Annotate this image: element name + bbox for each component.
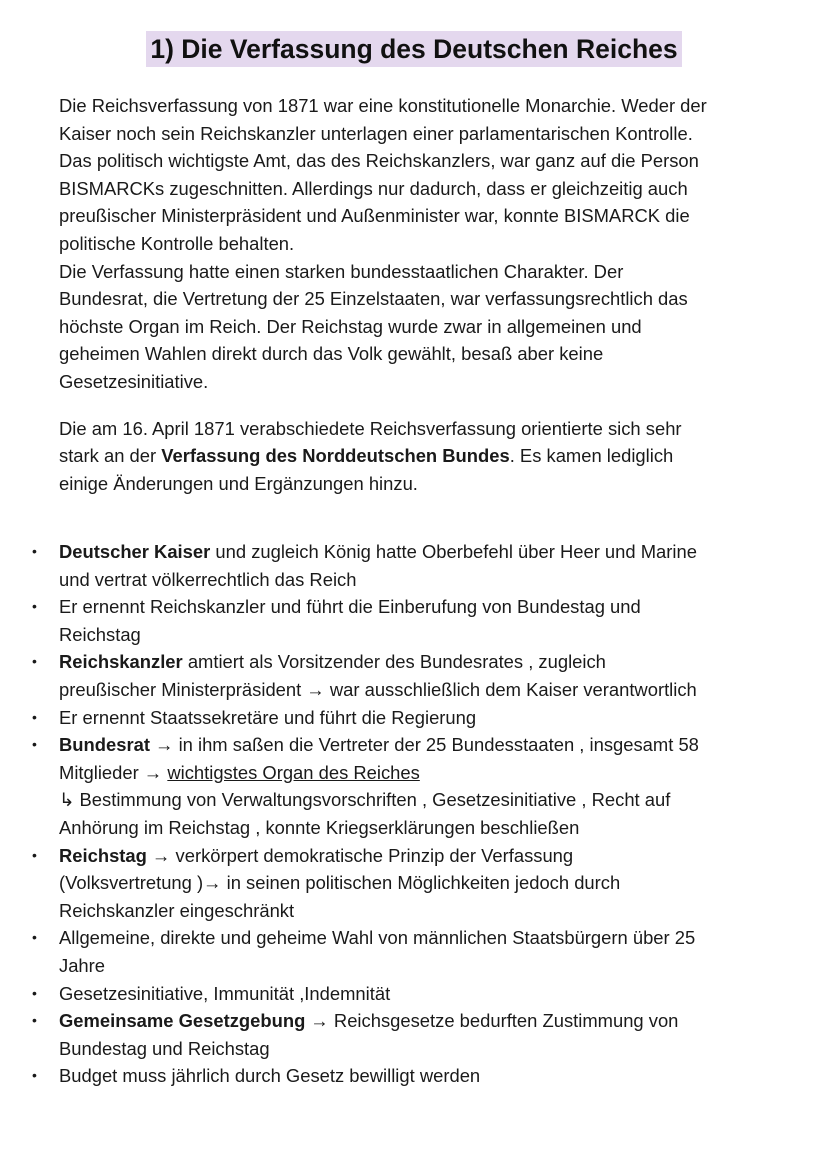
text-segment: . Es kamen lediglich: [509, 445, 674, 467]
text-line: Kaiser noch sein Reichskanzler unterlagen einer parlamentarischen Kontrolle.: [59, 122, 693, 144]
list-item: [0, 731, 811, 841]
underlined-phrase: wichtigstes Organ des Reiches: [167, 761, 420, 783]
text-line: Budget muss jährlich durch Gesetz bewilligt werden: [59, 1065, 481, 1087]
text-line: Bundesrat, die Vertretung der 25 Einzelstaaten, war verfassungsrechtlich das: [59, 288, 688, 310]
text-line: Reichstag: [59, 623, 141, 645]
bullet-dot: •: [32, 984, 37, 1001]
text-line: Bundestag und Reichstag: [59, 1037, 270, 1059]
text-segment: stark an der: [59, 445, 162, 467]
bullet-dot: •: [32, 543, 37, 559]
bullet-dot: •: [32, 598, 37, 615]
text-line: höchste Organ im Reich. Der Reichstag wurde zwar in allgemeinen und: [59, 315, 642, 337]
text-line: und vertrat völkerrechtlich das Reich: [59, 568, 357, 590]
bullet-dot: •: [32, 1067, 37, 1084]
text-line: Er ernennt Reichskanzler und führt die Einberufung von Bundestag und: [59, 596, 641, 618]
text-line: Reichskanzler eingeschränkt: [59, 899, 295, 921]
text-segment: und zugleich König hatte Oberbefehl über Heer und Marine: [210, 541, 697, 562]
text-line: Gesetzesinitiative, Immunität ,Indemnität: [59, 982, 391, 1004]
text-line: Das politisch wichtigste Amt, das des Reichskanzlers, war ganz auf die Person: [59, 150, 699, 172]
title-wrapper: [0, 31, 828, 67]
text-line: Allgemeine, direkte und geheime Wahl von männlichen Staatsbürgern über 25: [59, 927, 696, 949]
list-item: [0, 538, 811, 593]
bold-term: Verfassung des Norddeutschen Bundes: [161, 445, 510, 467]
bold-term: Bundesrat: [59, 734, 150, 756]
text-segment: → Reichsgesetze bedurften Zustimmung von: [305, 1010, 679, 1032]
text-line: preußischer Ministerpräsident und Außenminister war, konnte BISMARCK die: [59, 205, 690, 227]
list-item: [0, 924, 811, 979]
bullet-dot: •: [32, 846, 37, 863]
text-line: Die Verfassung hatte einen starken bundesstaatlichen Charakter. Der: [59, 260, 624, 282]
list-item: [0, 648, 811, 703]
text-segment: Mitglieder →: [59, 761, 168, 783]
text-line: politische Kontrolle behalten.: [59, 232, 295, 254]
text-line: einige Änderungen und Ergänzungen hinzu.: [59, 472, 418, 494]
text-line: Die Reichsverfassung von 1871 war eine konstitutionelle Monarchie. Weder der: [59, 95, 707, 116]
intro-text: [59, 92, 811, 497]
text-segment: amtiert als Vorsitzender des Bundesrates , zugleich: [182, 651, 606, 673]
page-title: 1) Die Verfassung des Deutschen Reiches: [146, 31, 681, 67]
bold-term: Deutscher Kaiser: [59, 541, 211, 562]
intro-paragraph-1: [59, 92, 811, 396]
list-item: [0, 1007, 811, 1062]
text-line: ↳ Bestimmung von Verwaltungsvorschriften , Gesetzesinitiative , Recht auf: [59, 789, 671, 811]
bold-term: Reichstag: [59, 844, 147, 866]
list-item: [0, 842, 811, 925]
bullet-dot: •: [32, 653, 37, 670]
list-item: [0, 704, 811, 732]
text-line: geheimen Wahlen direkt durch das Volk gewählt, besaß aber keine: [59, 343, 604, 365]
bullet-dot: •: [32, 929, 37, 946]
bullet-dot: •: [32, 736, 37, 753]
text-line: Gesetzesinitiative.: [59, 370, 209, 392]
text-line: preußischer Ministerpräsident → war ausschließlich dem Kaiser verantwortlich: [59, 678, 697, 700]
bullet-dot: •: [32, 1012, 37, 1029]
list-item: [0, 980, 811, 1008]
intro-paragraph-2: [59, 415, 811, 498]
bold-term: Gemeinsame Gesetzgebung: [59, 1010, 306, 1032]
bold-term: Reichskanzler: [59, 651, 183, 673]
text-segment: → in ihm saßen die Vertreter der 25 Bundesstaaten , insgesamt 58: [149, 734, 699, 756]
text-line: Anhörung im Reichstag , konnte Kriegserklärungen beschließen: [59, 816, 580, 838]
list-item: [0, 593, 811, 648]
text-line: (Volksvertretung )→ in seinen politischen Möglichkeiten jedoch durch: [59, 872, 621, 894]
bullet-list: [0, 538, 828, 1090]
list-item: [0, 1062, 811, 1090]
bullet-dot: •: [32, 708, 37, 725]
text-line: BISMARCKs zugeschnitten. Allerdings nur dadurch, dass er gleichzeitig auch: [59, 177, 688, 199]
text-line: Die am 16. April 1871 verabschiedete Reichsverfassung orientierte sich sehr: [59, 417, 682, 439]
text-line: Er ernennt Staatssekretäre und führt die Regierung: [59, 706, 477, 728]
text-segment: → verkörpert demokratische Prinzip der Verfassung: [146, 844, 574, 866]
text-line: Jahre: [59, 954, 106, 976]
